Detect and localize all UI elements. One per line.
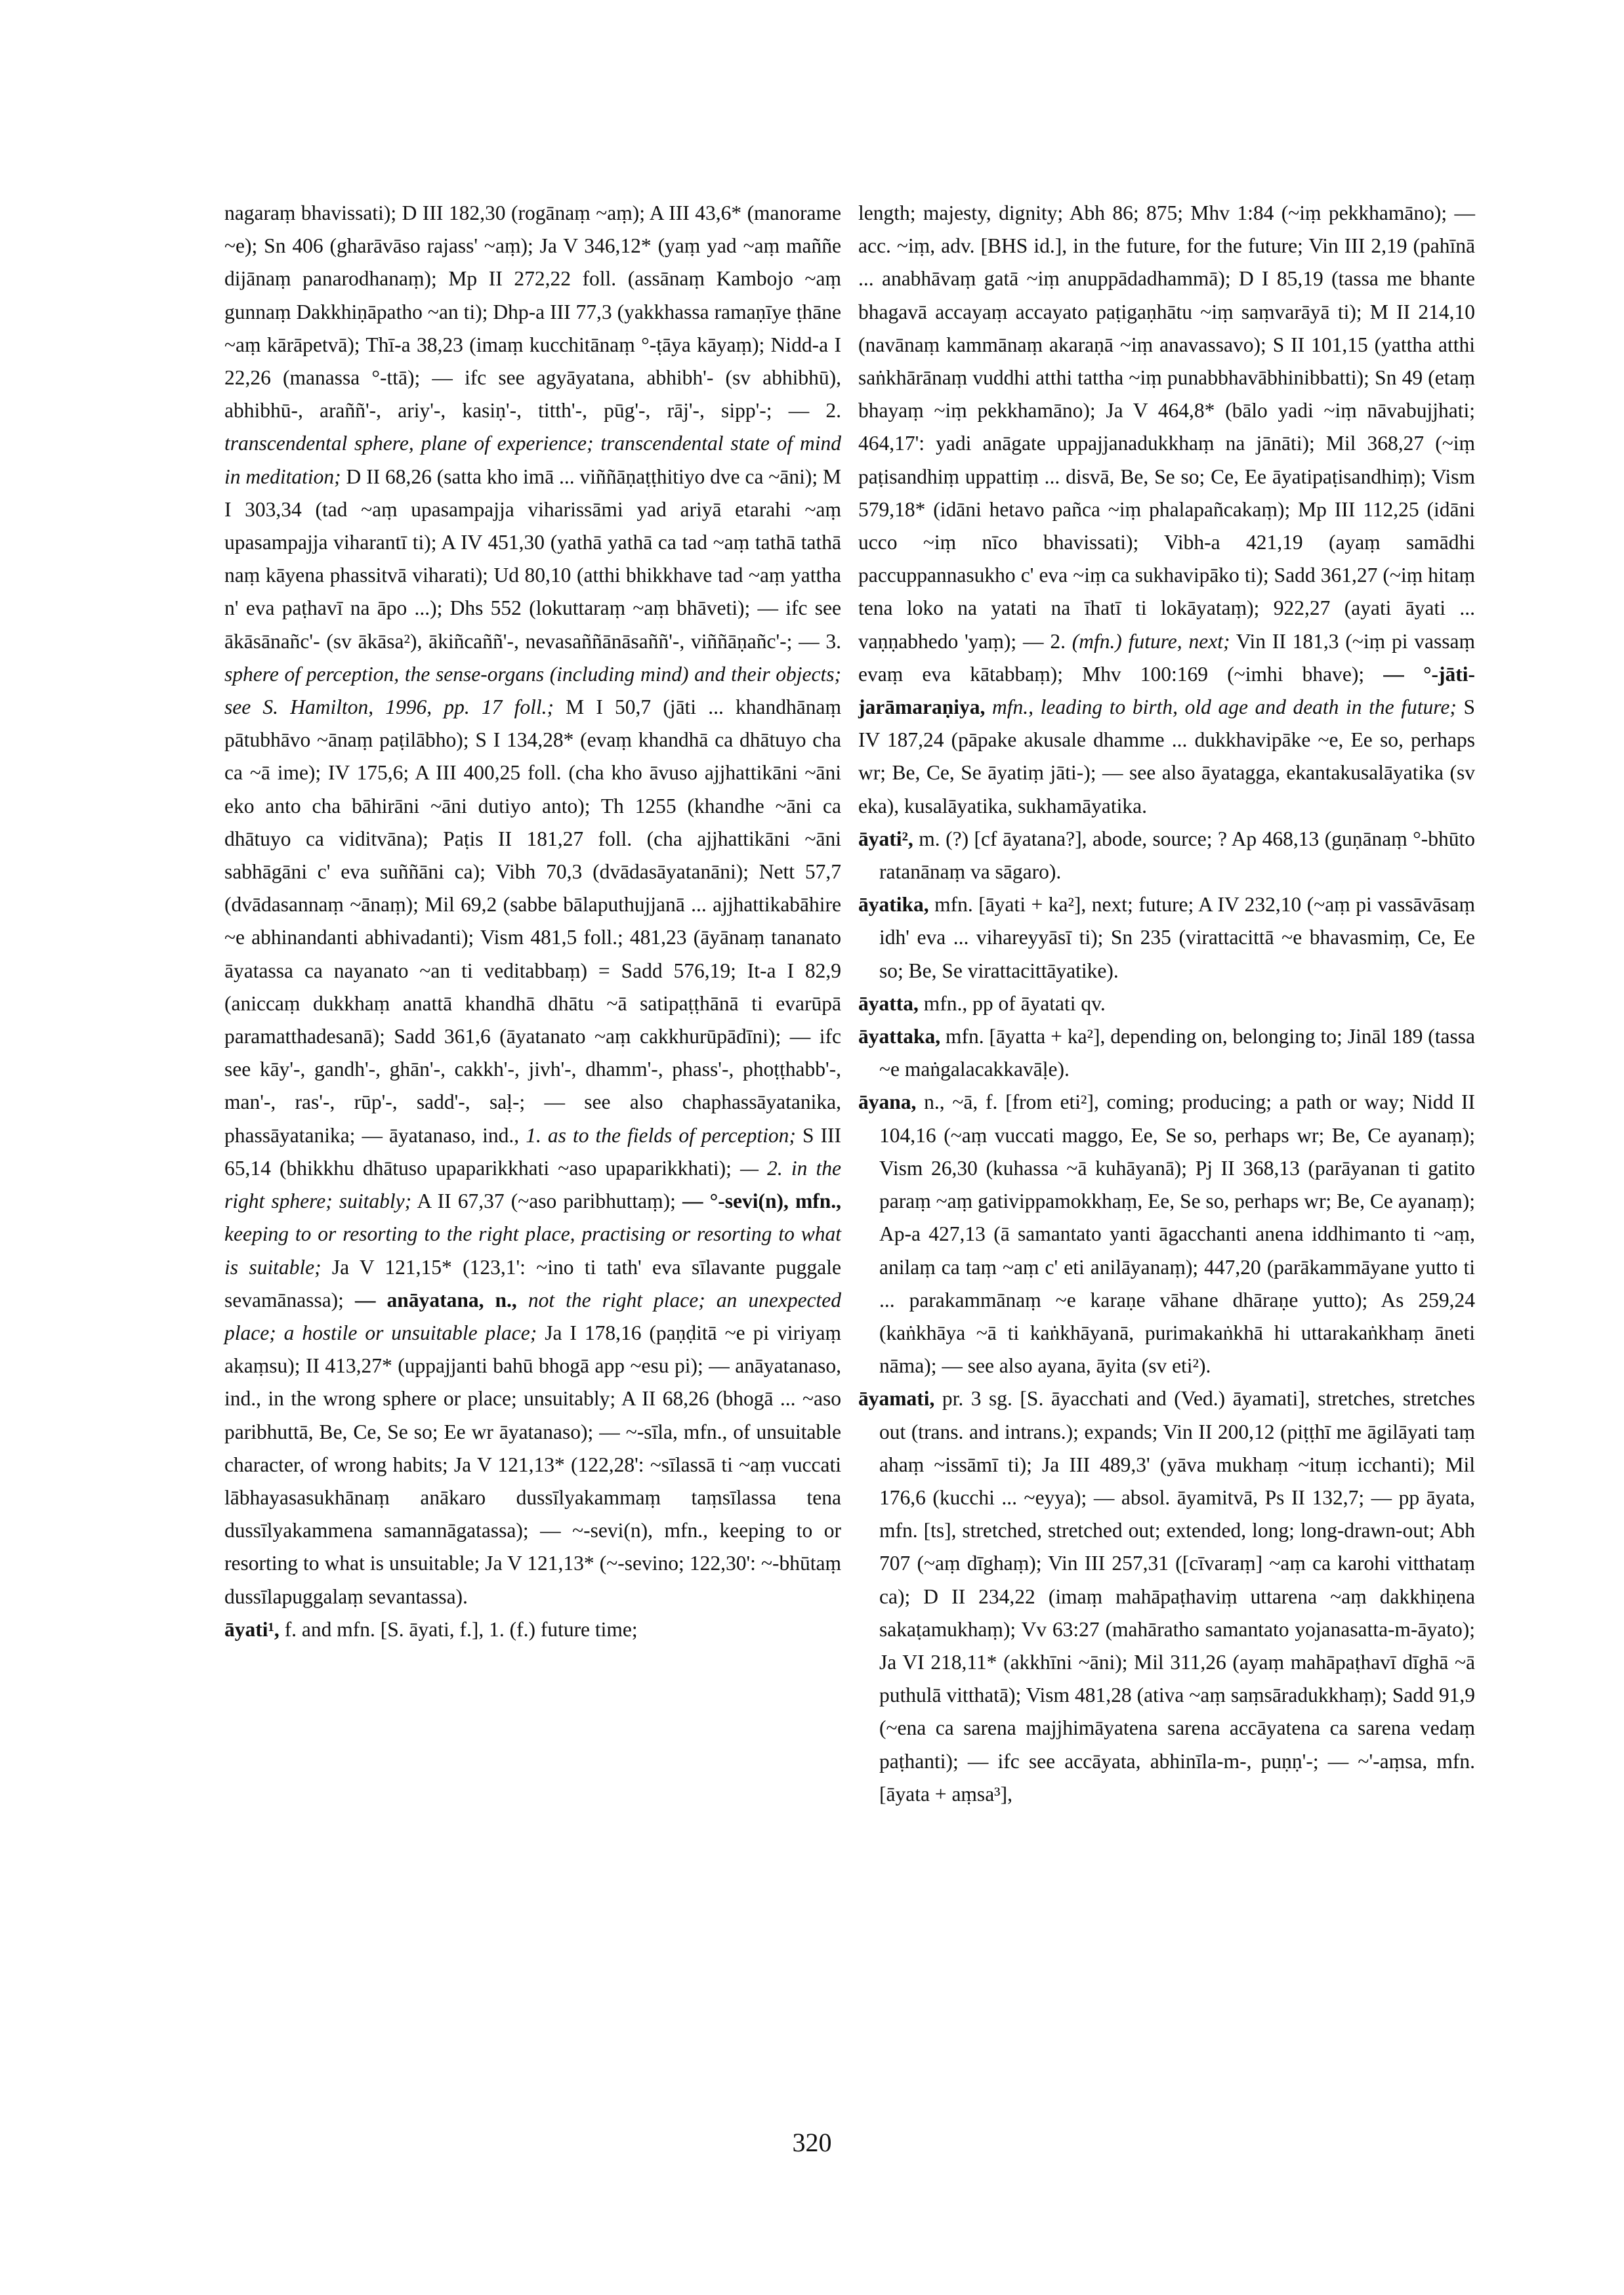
compound-headword: — °-sevi(n), mfn.,: [682, 1189, 842, 1213]
entry-text: mfn., pp of āyatati qv.: [923, 991, 1106, 1015]
entry-text: A II 67,37 (~aso paribhuttaṃ);: [417, 1189, 676, 1213]
left-column: [224, 197, 841, 1646]
sense-number: — 2.: [788, 399, 842, 423]
entry-ayana: [858, 1086, 1475, 1382]
headword: āyattaka,: [858, 1025, 941, 1048]
headword: āyati¹,: [224, 1617, 280, 1641]
sense-definition: not the right place; an unexpected place; a hostile or unsuitable place;: [224, 1288, 842, 1344]
sense-definition: (mfn.) future, next;: [1072, 629, 1230, 653]
entry-text: Vin II 181,3 (~iṃ pi vassaṃ evaṃ eva kātabbaṃ); Mhv 100:169 (~imhi bhave);: [858, 629, 1476, 686]
entry-ayati-1: [224, 1613, 841, 1646]
headword: āyati²,: [858, 827, 913, 850]
entry-text: n., ~ā, f. [from eti²], coming; producing; a path or way; Nidd II 104,16 (~aṃ vuccati maggo, Ee, Se so, perhaps wr; Be, Ce ayanaṃ); Vism 26,30 (kuhassa ~ā kuhāyanā); Pj II 368,13 (parāyanan ti gatito paraṃ ~aṃ gativippamokkhaṃ, Ee, Se so, perhaps wr; Be, Ce ayanaṃ); Ap-a 427,13 (ā samantato yanti āgacchanti anena iddhimanto ti ~aṃ, anilaṃ ca taṃ ~aṃ c' eti anilāyanaṃ); 447,20 (parākammāyane yutto ti ... parakammānaṃ ~e karaṇe vāhane dhāraṇe yutto); As 259,24 (kaṅkhāya ~ā ti kaṅkhāyanā, purimakaṅkhā hi uttarakaṅkhaṃ āneti nāma); — see also ayana, āyita (sv eti²).: [879, 1090, 1476, 1378]
headword: āyamati,: [858, 1387, 935, 1411]
compound-headword: — anāyatana, n.,: [355, 1288, 517, 1312]
entry-text: pr. 3 sg. [S. āyacchati and (Ved.) āyamati], stretches, stretches out (trans. and intrans.); expands; Vin II 200,12 (piṭṭhī me āgilāyati taṃ ahaṃ ~issāmī ti); Ja III 489,3' (yāva mukhaṃ ~ituṃ icchanti); Mil 176,6 (kucchi ... ~eyya); — absol. āyamitvā, Ps II 132,7; — pp āyata, mfn. [ts], stretched, stretched out; extended, long; long-drawn-out; Abh 707 (~aṃ dīghaṃ); Vin III 257,31 ([cīvaraṃ] ~aṃ ca karohi vitthataṃ ca); D II 234,22 (imaṃ mahāpaṭhaviṃ uttarena ~aṃ dakkhiṇena sakaṭamukhaṃ); Vv 63:27 (mahāratho samantato yojanasatta-m-āyato); Ja VI 218,11* (akkhīni ~āni); Mil 311,26 (ayaṃ mahāpaṭhavī dīghā ~ā puthulā vitthatā); Vism 481,28 (ativa ~aṃ saṃsāradukkhaṃ); Sadd 91,9 (~ena ca sarena majjhimāyatena sarena accāyatena ca sarena vedaṃ paṭhanti); — ifc see accāyata, abhinīla-m-, puṇṇ'-; — ~'-aṃsa, mfn. [āyata + aṃsa³],: [879, 1387, 1475, 1806]
entry-text: length; majesty, dignity; Abh 86; 875; Mhv 1:84 (~iṃ pekkhamāno); — acc. ~iṃ, adv. [BHS id.], in the future, for the future; Vin III 2,19 (pahīnā ... anabhāvaṃ gatā ~iṃ anuppādadhammā); D I 85,19 (tassa me bhante bhagavā accayaṃ accayato paṭigaṇhātu ~iṃ saṃvarāyā ti); M II 214,10 (navānaṃ kammānaṃ akaraṇā ~iṃ anavassavo); S II 101,15 (yattha atthi saṅkhārānaṃ vuddhi atthi tattha ~iṃ punabbhavābhinibbatti); Sn 49 (etaṃ bhayaṃ ~iṃ pekkhamāno); Ja V 464,8* (bālo yadi ~iṃ nāvabujjhati; 464,17': yadi anāgate uppajjanadukkhaṃ na jānāti); Mil 368,27 (~iṃ paṭisandhiṃ uppattiṃ ... disvā, Be, Se so; Ce, Ee āyatipaṭisandhiṃ); Vism 579,18* (idāni hetavo pañca ~iṃ phalapañcakaṃ); Mp III 112,25 (idāni ucco ~iṃ nīco bhavissati); Vibh-a 421,19 (ayaṃ samādhi paccuppannasukho c' eva ~iṃ ca sukhavipāko ti); Sadd 361,27 (~iṃ hitaṃ tena loko na yatati na īhatī ti lokāyataṃ); 922,27 (ayati āyati ... vaṇṇabhedo 'yaṃ);: [858, 201, 1475, 653]
sense-definition: — 2. in the right sphere; suitably;: [224, 1156, 841, 1213]
entry-ayati-2: [858, 823, 1475, 888]
headword: āyatika,: [858, 893, 929, 917]
compound-headword: — °-jāti-jarāmaraṇiya,: [858, 662, 1476, 719]
right-column: [858, 197, 1475, 1811]
sense-definition: sphere of perception, the sense-organs (including mind) and their objects; see S. Hamilton, 1996, pp. 17 foll.;: [224, 662, 841, 719]
entry-text: Ja V 121,15* (123,1': ~ino ti tath' eva sīlavante puggale sevamānassa);: [224, 1255, 842, 1312]
entry-ayamati: [858, 1382, 1475, 1811]
entry-ayatika: [858, 888, 1475, 987]
entry-text: Ja I 178,16 (paṇḍitā ~e pi viriyaṃ akaṃsu); II 413,27* (uppajjanti bahū bhogā app ~esu pi); — anāyatanaso, ind., in the wrong sphere or place; unsuitably; A II 68,26 (bhogā ... ~aso paribhuttā, Be, Ce, Se so; Ee wr āyatanaso); — ~-sīla, mfn., of unsuitable character, of wrong habits; Ja V 121,13* (122,28': ~sīlassā ti ~aṃ vuccati lābhayasasukhānaṃ anākaro dussīlyakammaṃ taṃsīlassa tena dussīlyakammena samannāgatassa); — ~-sevi(n), mfn., keeping to or resorting to what is unsuitable; Ja V 121,13* (~-sevino; 122,30': ~-bhūtaṃ dussīlapuggalaṃ sevantassa).: [224, 1321, 842, 1608]
sub-lemma: — āyatanaso, ind.,: [362, 1123, 520, 1147]
sense-definition: transcendental sphere, plane of experience; transcendental state of mind in meditation;: [224, 432, 841, 488]
entry-text: mfn. [āyatta + ka²], depending on, belonging to; Jināl 189 (tassa ~e maṅgalacakkavāḷe).: [879, 1025, 1475, 1081]
headword: āyana,: [858, 1090, 917, 1114]
sense-definition: 1. as to the fields of perception;: [526, 1123, 796, 1147]
sense-number: — 2.: [1023, 629, 1066, 653]
page-number: 320: [792, 2128, 832, 2157]
entry-text: M I 50,7 (jāti ... khandhānaṃ pātubhāvo ~ānaṃ paṭilābho); S I 134,28* (evaṃ khandhā ca dhātuyo cha ca ~ā ime); IV 175,6; A III 400,25 foll. (cha kho āvuso ajjhattikāni ~āni eko anto cha bāhirāni ~āni dutiyo anto); Th 1255 (khandhe ~āni ca dhātuyo ca viditvāna); Paṭis II 181,27 foll. (cha ajjhattikāni ~āni sabhāgāni c' eva suññāni ca); Vibh 70,3 (dvādasāyatanāni); Nett 57,7 (dvādasannaṃ ~ānaṃ); Mil 69,2 (sabbe bālaputhujjanā ... ajjhattikabāhire ~e abhinandanti abhivadanti); Vism 481,5 foll.; 481,23 (āyānaṃ tananato āyatassa ca nayanato ~an ti veditabbaṃ) = Sadd 576,19; It-a I 82,9 (aniccaṃ dukkhaṃ anattā khandhā dhātu ~ā satipaṭṭhānā ti evarūpā paramatthadesanā); Sadd 361,6 (āyatanato ~aṃ cakkhurūpādīni); — ifc see kāy'-, gandh'-, ghān'-, cakkh'-, jivh'-, dhamm'-, phass'-, phoṭṭhabb'-, man'-, ras'-, rūp'-, sadd'-, saḷ-; — see also chaphassāyatanika, phassāyatanika;: [224, 695, 842, 1147]
entry-ayati-1-continuation: [858, 197, 1475, 823]
entry-text: nagaraṃ bhavissati); D III 182,30 (rogānaṃ ~aṃ); A III 43,6* (manorame ~e); Sn 406 (gharāvāso rajass' ~aṃ); Ja V 346,12* (yaṃ yad ~aṃ maññe dijānaṃ panarodhanaṃ); Mp II 272,22 foll. (assānaṃ Kambojo ~aṃ gunnaṃ Dakkhiṇāpatho ~an ti); Dhp-a III 77,3 (yakkhassa ramaṇīye ṭhāne ~aṃ kārāpetvā); Thī-a 38,23 (imaṃ kucchitānaṃ °-ṭāya kāyaṃ); Nidd-a I 22,26 (manassa °-ttā); — ifc see agyāyatana, abhibh'- (sv abhibhū), abhibhū-, araññ'-, ariy'-, kasiṇ'-, titth'-, pūg'-, rāj'-, sipp'-;: [224, 201, 841, 423]
sense-definition: mfn., leading to birth, old age and death in the future;: [991, 695, 1457, 719]
entry-text: f. and mfn. [S. āyati, f.], 1. (f.) future time;: [284, 1617, 638, 1641]
entry-text: mfn. [āyati + ka²], next; future; A IV 232,10 (~aṃ pi vassāvāsaṃ idh' eva ... vihareyyāsī ti); Sn 235 (virattacittā ~e bhavasmiṃ, Ce, Ee so; Be, Se virattacittāyatike).: [879, 893, 1475, 982]
sense-number: — 3.: [799, 629, 841, 653]
entry-text: D II 68,26 (satta kho imā ... viññāṇaṭṭhitiyo dve ca ~āni); M I 303,34 (tad ~aṃ upasampajja viharissāmi yad ariyā etarahi ~aṃ upasampajja viharantī ti); A IV 451,30 (yathā yathā ca tad ~aṃ tathā tathā naṃ kāyena phassitvā viharati); Ud 80,10 (atthi bhikkhave tad ~aṃ yattha n' eva paṭhavī na āpo ...); Dhs 552 (lokuttaraṃ ~aṃ bhāveti); — ifc see ākāsānañc'- (sv ākāsa²), ākiñcaññ'-, nevasaññānāsaññ'-, viññāṇañc'-;: [224, 465, 842, 653]
entry-text: S IV 187,24 (pāpake akusale dhamme ... dukkhavipāke ~e, Ee so, perhaps wr; Be, Ce, Se āyatiṃ jāti-); — see also āyatagga, ekantakusalāyatika (sv eka), kusalāyatika, sukhamāyatika.: [858, 695, 1475, 817]
entry-ayattaka: [858, 1020, 1475, 1086]
entry-text: S III 65,14 (bhikkhu dhātuso upaparikkhati ~aso upaparikkhati);: [224, 1123, 842, 1180]
entry-ayatta: [858, 987, 1475, 1020]
entry-ayatana-continuation: [224, 197, 841, 1613]
headword: āyatta,: [858, 991, 919, 1015]
sense-definition: keeping to or resorting to the right place, practising or resorting to what is suitable;: [224, 1222, 841, 1279]
entry-text: m. (?) [cf āyatana?], abode, source; ? Ap 468,13 (guṇānaṃ °-bhūto ratanānaṃ va sāgaro).: [879, 827, 1475, 884]
